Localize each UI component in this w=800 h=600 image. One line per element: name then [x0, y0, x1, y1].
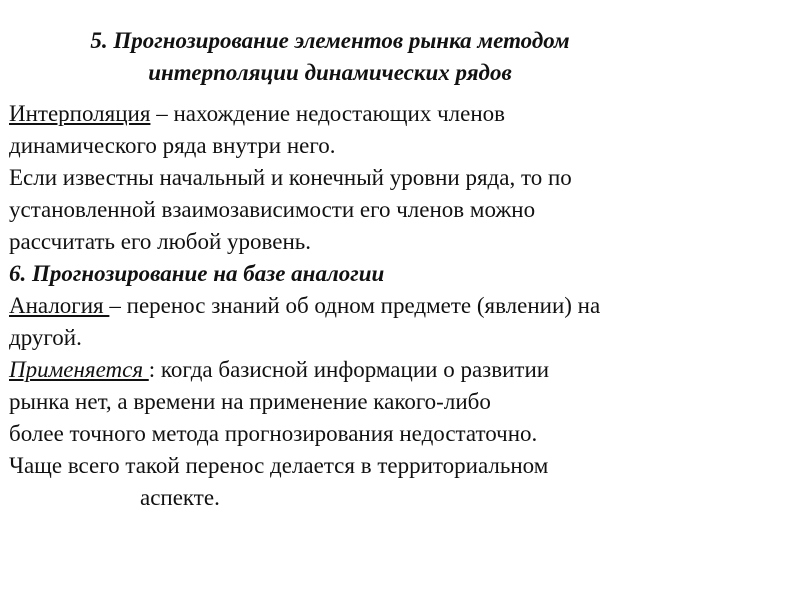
analogy-definition-line-1: [9, 290, 789, 322]
analogy-heading: 6. Прогнозирование на базе аналогии: [9, 261, 385, 286]
analogy-definition-line-2: другой.: [9, 325, 82, 350]
applies-term: Применяется: [9, 357, 149, 382]
analogy-definition-text: – перенос знаний об одном предмете (явлении) на: [109, 293, 601, 318]
slide-title-line-2: интерполяции динамических рядов: [148, 60, 512, 85]
interpolation-text-line-3: Если известны начальный и конечный уровни ряда, то по: [9, 165, 572, 190]
interpolation-text-line-5: рассчитать его любой уровень.: [9, 229, 311, 254]
interpolation-term: Интерполяция: [9, 101, 151, 126]
transfer-line-2: аспекте.: [140, 485, 220, 510]
slide-title-line-1: 5. Прогнозирование элементов рынка методом: [90, 28, 570, 53]
interpolation-text-line-4: установленной взаимозависимости его членов можно: [9, 197, 536, 222]
interpolation-definition-line-1: [9, 98, 789, 130]
transfer-line-1: Чаще всего такой перенос делается в территориальном: [9, 453, 549, 478]
interpolation-definition-text: – нахождение недостающих членов: [150, 101, 505, 126]
applies-line-3: более точного метода прогнозирования недостаточно.: [9, 421, 538, 446]
analogy-term: Аналогия: [9, 293, 110, 318]
applies-line-2: рынка нет, а времени на применение какого-либо: [9, 389, 491, 414]
applies-text: : когда базисной информации о развитии: [148, 357, 550, 382]
interpolation-definition-line-2: динамического ряда внутри него.: [9, 133, 336, 158]
applies-line-1: [9, 354, 789, 386]
slide-body: [9, 98, 789, 514]
